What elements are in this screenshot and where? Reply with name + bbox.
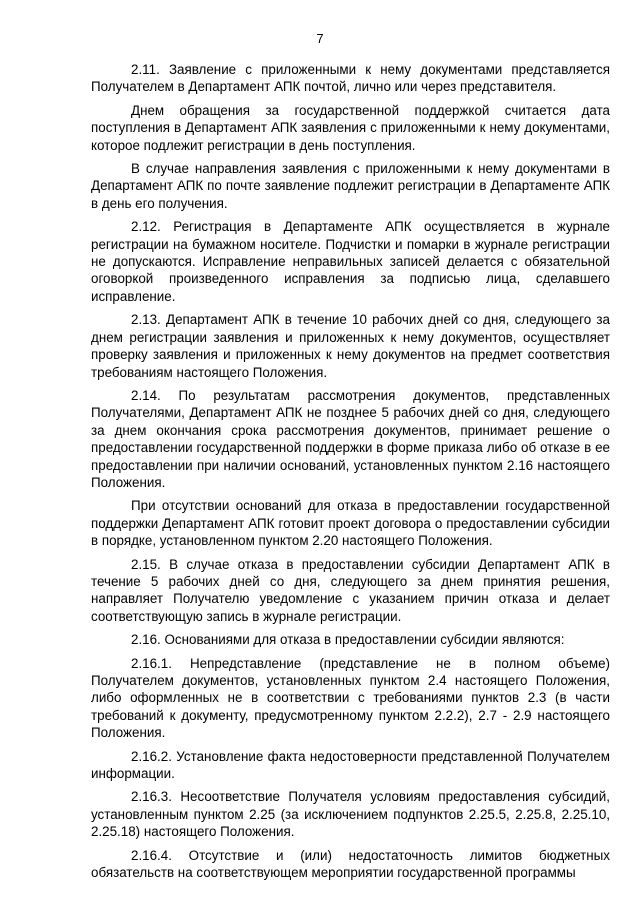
paragraph-2-16-3: 2.16.3. Несоответствие Получателя условиям предоставления субсидий, установленным пунктом 2.25 (за исключением подпунктов 2.25.5, 2.25.8, 2.25.10, 2.25.18) настоящего Положения. — [91, 789, 610, 840]
paragraph-application-date: Днем обращения за государственной поддержкой считается дата поступления в Департамент АПК заявления с приложенными к нему документами, которое подлежит регистрации в день поступления. — [91, 102, 610, 153]
paragraph-2-15: 2.15. В случае отказа в предоставлении субсидии Департамент АПК в течение 5 рабочих дней со дня, следующего за днем принятия решения, направляет Получателю уведомление с указанием причин отказа и делает соответствующую запись в журнале регистрации. — [91, 556, 610, 624]
paragraph-mail-registration: В случае направления заявления с приложенными к нему документами в Департамент АПК по почте заявление подлежит регистрации в Департаменте АПК в день его получения. — [91, 161, 610, 211]
document-body — [91, 61, 610, 887]
paragraph-2-12: 2.12. Регистрация в Департаменте АПК осуществляется в журнале регистрации на бумажном носителе. Подчистки и помарки в журнале регистрации не допускаются. Исправление неправильных записей делается с обязательной оговоркой произведенного исправления за подписью лица, сделавшего исправление. — [91, 219, 610, 304]
paragraph-2-11: 2.11. Заявление с приложенными к нему документами представляется Получателем в Департамент АПК почтой, лично или через представителя. — [91, 62, 610, 95]
paragraph-2-16: 2.16. Основаниями для отказа в предоставлении субсидии являются: — [131, 632, 565, 648]
paragraph-2-16-1: 2.16.1. Непредставление (представление не в полном объеме) Получателем документов, установленных пунктом 2.4 настоящего Положения, либо оформленных не в соответствии с требованиями пунктов 2.3 (в части требований к документу, предусмотренному пунктом 2.2.2), 2.7 - 2.9 настоящего Положения. — [91, 655, 610, 741]
paragraph-2-16-2: 2.16.2. Установление факта недостоверности представленной Получателем информации. — [91, 748, 610, 782]
paragraph-2-16-4: 2.16.4. Отсутствие и (или) недостаточность лимитов бюджетных обязательств на соответствующем мероприятии государственной программы — [91, 847, 610, 881]
page-number: 7 — [316, 31, 324, 46]
paragraph-2-13: 2.13. Департамент АПК в течение 10 рабочих дней со дня, следующего за днем регистрации заявления и приложенных к нему документов, осуществляет проверку заявления и приложенных к нему документов на предмет соответствия требованиям настоящего Положения. — [91, 312, 610, 380]
paragraph-no-refusal-grounds: При отсутствии оснований для отказа в предоставлении государственной поддержки Департамент АПК готовит проект договора о предоставлении субсидии в порядке, установленном пунктом 2.20 настоящего Положения. — [91, 498, 610, 549]
paragraph-2-14: 2.14. По результатам рассмотрения документов, представленных Получателями, Департамент АПК не позднее 5 рабочих дней со дня, следующего за днем окончания срока рассмотрения документов, принимает решение о предоставлении государственной поддержки в форме приказа либо об отказе в ее предоставлении при наличии оснований, установленных пунктом 2.16 настоящего Положения. — [91, 387, 610, 490]
